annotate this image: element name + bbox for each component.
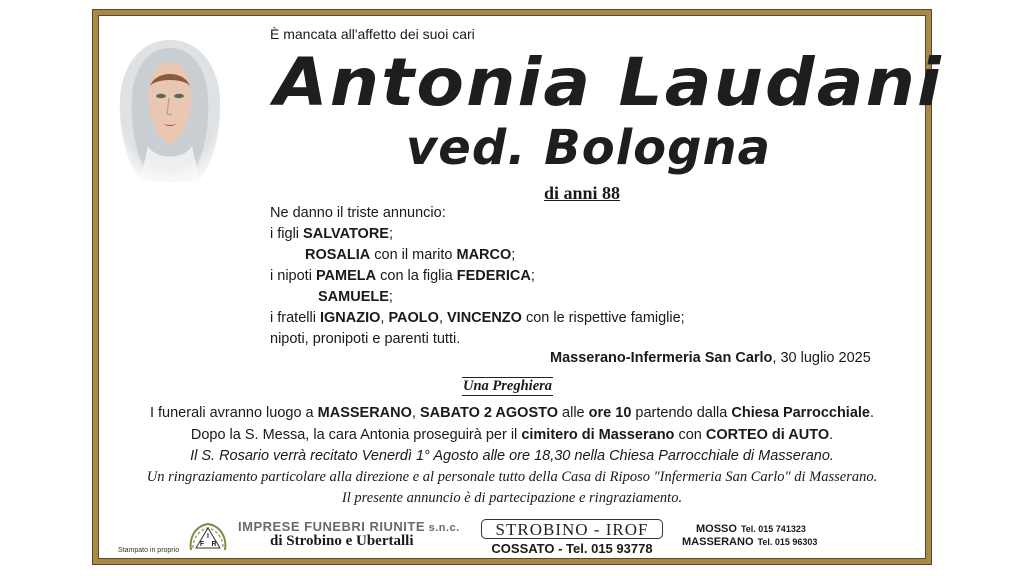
after-mass-line: Dopo la S. Messa, la cara Antonia proseguirà per il cimitero di Masserano con CORTEO di AUTO. <box>190 427 834 443</box>
office-mosso: MOSSO Tel. 015 741323 <box>696 523 806 535</box>
children-line-2: ROSALIA con il marito MARCO; <box>305 247 516 263</box>
widow-of: ved. Bologna <box>406 120 772 176</box>
firm-owners: di Strobino e Ubertalli <box>270 533 414 549</box>
prayer-heading: Una Preghiera <box>463 378 553 394</box>
office-masserano: MASSERANO Tel. 015 96303 <box>682 536 818 548</box>
rosary-line: Il S. Rosario verrà recitato Venerdì 1° Agosto alle ore 18,30 nella Chiesa Parrocchiale di Masserano. <box>190 448 834 464</box>
brand-contact: COSSATO - Tel. 015 93778 <box>491 541 653 556</box>
funeral-line: I funerali avranno luogo a MASSERANO, SABATO 2 AGOSTO alle ore 10 partendo dalla Chiesa Parrocchiale. <box>149 405 875 421</box>
thanks-line: Un ringraziamento particolare alla direzione e al personale tutto della Casa di Riposo "Infermeria San Carlo" di Masserano. <box>146 469 878 485</box>
logo-letter-r: R <box>211 541 217 548</box>
madonna-portrait <box>112 36 228 186</box>
ifr-logo <box>187 520 229 554</box>
intro-text: È mancata all'affetto dei suoi cari <box>270 26 475 42</box>
logo-letter-i: I <box>207 533 209 540</box>
grandchildren-line: i nipoti PAMELA con la figlia FEDERICA; <box>270 268 535 284</box>
age: di anni 88 <box>544 183 621 203</box>
announce-intro: Ne danno il triste annuncio: <box>270 205 446 221</box>
relatives-line: nipoti, pronipoti e parenti tutti. <box>270 331 461 347</box>
children-line: i figli SALVATORE; <box>270 226 394 242</box>
grandchildren-line-2: SAMUELE; <box>318 289 393 305</box>
siblings-line: i fratelli IGNAZIO, PAOLO, VINCENZO con le rispettive famiglie; <box>270 310 685 326</box>
printed-note: Stampato in proprio <box>118 547 180 554</box>
firm-name: IMPRESE FUNEBRI RIUNITE s.n.c. <box>238 519 460 534</box>
closing-line: Il presente annuncio è di partecipazione e ringraziamento. <box>341 490 683 506</box>
brand-box: STROBINO - IROF <box>481 519 663 539</box>
deceased-name: Antonia Laudani <box>274 44 943 121</box>
logo-letter-f: F <box>199 541 205 548</box>
place-date: Masserano-Infermeria San Carlo, 30 luglio 2025 <box>550 350 871 366</box>
